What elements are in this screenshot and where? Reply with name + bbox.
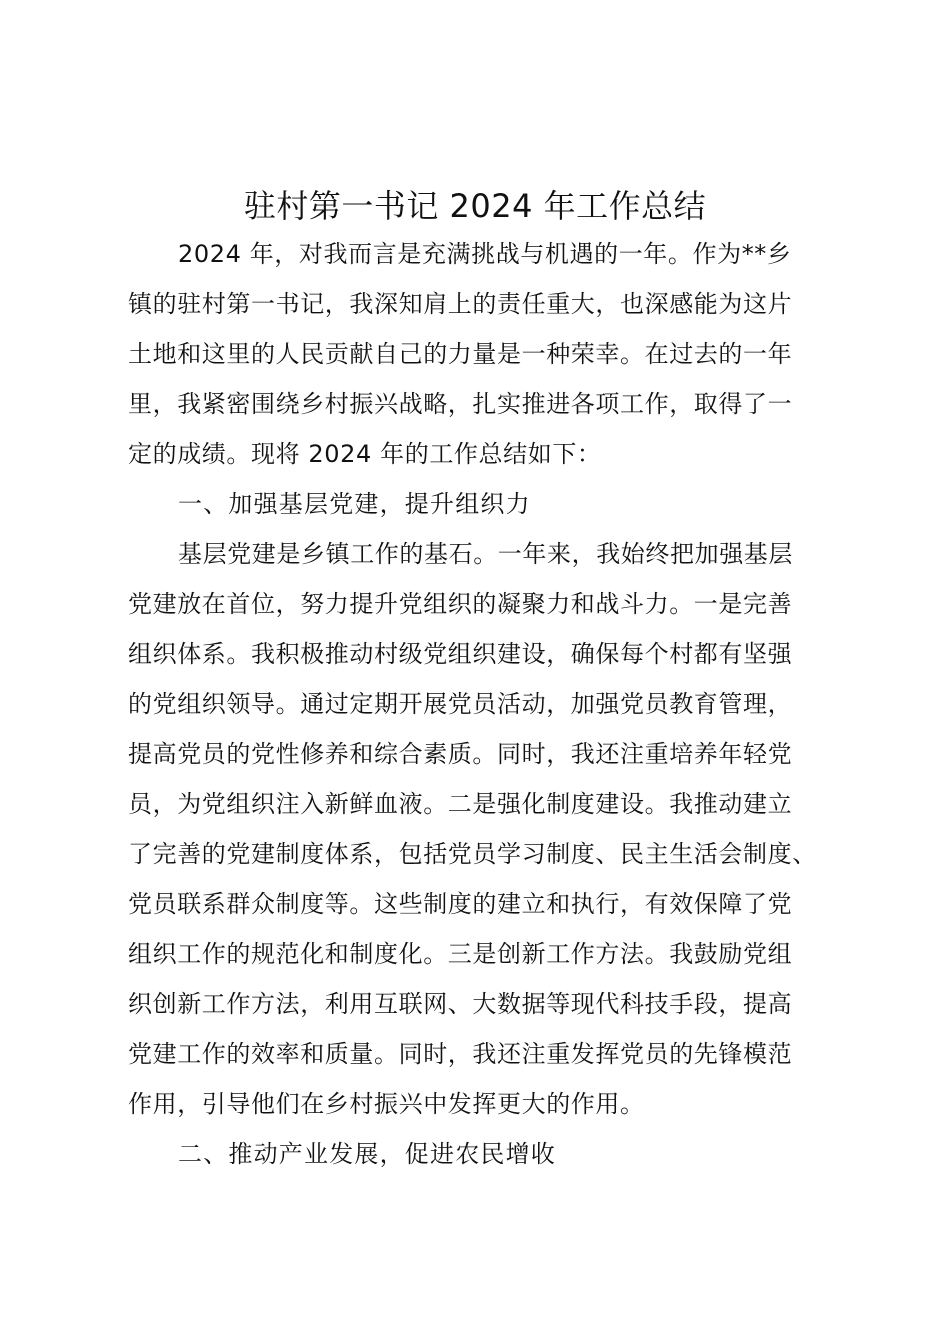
section-1-line-7: 了完善的党建制度体系，包括党员学习制度、民主生活会制度、 (128, 840, 817, 868)
intro-line-3: 土地和这里的人民贡献自己的力量是一种荣幸。在过去的一年 (128, 340, 793, 368)
section-1-line-2: 党建放在首位，努力提升党组织的凝聚力和战斗力。一是完善 (128, 590, 793, 618)
intro-line-4: 里，我紧密围绕乡村振兴战略，扎实推进各项工作，取得了一 (128, 390, 793, 418)
section-1-line-9: 组织工作的规范化和制度化。三是创新工作方法。我鼓励党组 (128, 940, 793, 968)
section-1-line-5: 提高党员的党性修养和综合素质。同时，我还注重培养年轻党 (128, 740, 793, 768)
section-1-line-12: 作用，引导他们在乡村振兴中发挥更大的作用。 (128, 1090, 645, 1118)
section-1-line-10: 织创新工作方法，利用互联网、大数据等现代科技手段，提高 (128, 990, 793, 1018)
document-title: 驻村第一书记 2024 年工作总结 (243, 187, 707, 225)
section-1-heading: 一、加强基层党建，提升组织力 (178, 490, 531, 518)
section-1-line-3: 组织体系。我积极推动村级党组织建设，确保每个村都有坚强 (128, 640, 793, 668)
section-1-line-4: 的党组织领导。通过定期开展党员活动，加强党员教育管理， (128, 690, 793, 718)
section-1-line-8: 党员联系群众制度等。这些制度的建立和执行，有效保障了党 (128, 890, 793, 918)
section-1-line-1: 基层党建是乡镇工作的基石。一年来，我始终把加强基层 (178, 540, 793, 568)
intro-line-2: 镇的驻村第一书记，我深知肩上的责任重大，也深感能为这片 (128, 290, 793, 318)
section-2-heading: 二、推动产业发展，促进农民增收 (178, 1140, 556, 1168)
section-1-line-11: 党建工作的效率和质量。同时，我还注重发挥党员的先锋模范 (128, 1040, 793, 1068)
section-1-line-6: 员，为党组织注入新鲜血液。二是强化制度建设。我推动建立 (128, 790, 793, 818)
intro-line-5: 定的成绩。现将 2024 年的工作总结如下： (128, 440, 602, 468)
intro-line-1: 2024 年，对我而言是充满挑战与机遇的一年。作为**乡 (178, 240, 792, 268)
